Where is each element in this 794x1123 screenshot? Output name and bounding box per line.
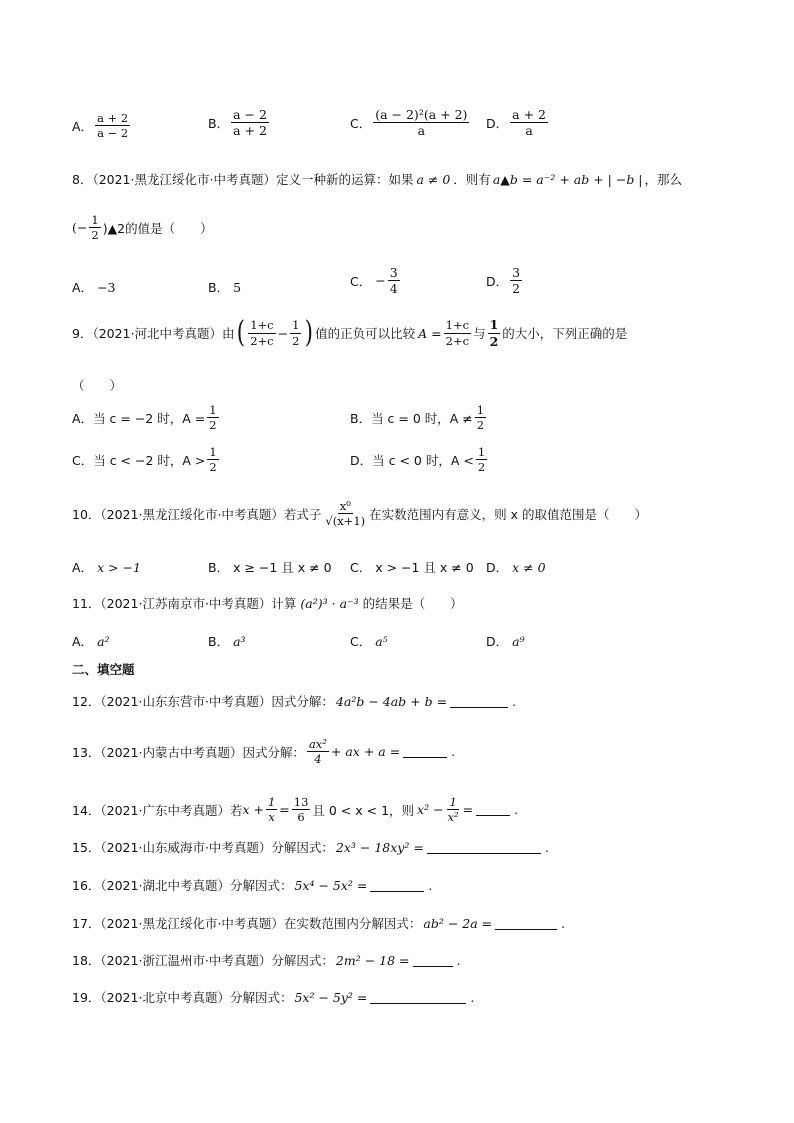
period: .	[451, 744, 456, 760]
fraction	[444, 319, 471, 346]
period: .	[514, 802, 519, 818]
question-expression: 2m² − 18 =	[335, 952, 410, 968]
option-letter: B．	[208, 280, 230, 295]
answer-blank[interactable]	[413, 954, 453, 967]
q7-option-c	[350, 108, 471, 137]
fraction	[290, 319, 301, 346]
q8-formula: a▲b = a⁻² + ab + | −b |	[492, 171, 643, 187]
equals-sign: =	[279, 802, 290, 818]
answer-blank[interactable]	[370, 879, 424, 892]
q9-stem-line2	[72, 376, 122, 394]
question-label: 15．（2021·山东威海市·中考真题）分解因式：	[72, 840, 334, 855]
q11-option-a	[72, 632, 110, 650]
option-letter: C．	[350, 634, 372, 649]
q8-line2-pre: (−	[72, 220, 88, 236]
period: .	[428, 877, 433, 893]
option-text: 当 c = 0 时，A ≠	[371, 410, 473, 426]
option-text: 当 c < 0 时，A <	[372, 452, 474, 468]
numerator: 1	[477, 445, 486, 459]
denominator: 2	[476, 418, 485, 433]
denominator: 4	[389, 281, 398, 297]
q12-line	[72, 692, 516, 710]
left-paren: (	[236, 315, 245, 350]
q9-option-c	[72, 446, 221, 473]
q7-option-d	[486, 108, 550, 137]
period: .	[561, 915, 566, 931]
answer-paren: （ ）	[72, 378, 123, 393]
question-label: 14．（2021·广东中考真题）若	[72, 802, 243, 818]
denominator: 2	[91, 228, 99, 243]
q11-expression: (a²)³ · a⁻³	[300, 595, 359, 611]
option-letter: B．	[208, 560, 230, 575]
fraction	[266, 796, 277, 823]
q13-line	[72, 738, 455, 765]
fraction	[95, 112, 130, 139]
denominator: 2+c	[445, 333, 470, 348]
numerator: 1	[449, 795, 457, 809]
q8-option-c	[350, 266, 402, 295]
option-letter: D．	[486, 560, 509, 575]
numerator: a − 2	[233, 107, 267, 122]
right-paren: )	[305, 315, 314, 350]
option-value: a³	[233, 633, 246, 649]
question-label: 19．（2021·北京中考真题）分解因式：	[72, 990, 293, 1005]
numerator: a + 2	[512, 107, 546, 122]
period: .	[470, 989, 475, 1005]
denominator: 2	[512, 281, 521, 297]
question-label: 16．（2021·湖北中考真题）分解因式：	[72, 878, 293, 893]
q8-line2-post: )▲2的值是（ ）	[102, 220, 213, 236]
question-label: 13．（2021·内蒙古中考真题）因式分解：	[72, 744, 305, 760]
question-label: 18．（2021·浙江温州市·中考真题）分解因式：	[72, 953, 334, 968]
numerator: 3	[389, 265, 398, 280]
fraction	[323, 500, 367, 527]
denominator: 2	[209, 418, 217, 433]
option-value: x > −1 且 x ≠ 0	[375, 560, 474, 575]
q9-a-equals: A =	[418, 325, 442, 341]
denominator: 2	[477, 460, 486, 475]
option-letter: D．	[486, 115, 509, 131]
denominator: a	[525, 123, 533, 139]
question-expression: + ax + a =	[330, 744, 401, 760]
equals-sign: =	[462, 802, 474, 818]
q9-option-a	[72, 404, 221, 431]
numerator: 1+c	[445, 318, 470, 333]
section-heading: 二、填空题	[72, 662, 135, 677]
question-expression: 4a²b − 4ab + b =	[335, 693, 448, 709]
fraction	[307, 738, 329, 765]
q9-option-d	[350, 446, 489, 473]
fraction	[510, 108, 548, 137]
q8-option-b	[208, 278, 241, 296]
answer-blank[interactable]	[476, 803, 510, 816]
question-label: 12．（2021·山东东营市·中考真题）因式分解：	[72, 694, 334, 709]
period: .	[512, 693, 517, 709]
fraction	[231, 108, 269, 137]
option-letter: A．	[72, 118, 94, 134]
fraction	[207, 446, 218, 473]
fraction	[207, 404, 218, 431]
numerator: 3	[512, 265, 521, 280]
q11-option-d	[486, 632, 525, 650]
q8-mid: ．则有	[453, 172, 491, 187]
period: .	[456, 952, 461, 968]
fraction	[373, 108, 469, 137]
denominator: √(x+1)	[325, 514, 366, 529]
fraction	[388, 266, 400, 295]
answer-blank[interactable]	[370, 991, 466, 1004]
numerator: 1	[489, 317, 499, 333]
q9-option-b	[350, 404, 488, 431]
q9-stem	[72, 315, 628, 350]
q8-stem	[72, 170, 682, 188]
answer-blank[interactable]	[450, 695, 508, 708]
q19-line	[72, 988, 474, 1006]
question-expression: x +	[242, 802, 264, 818]
q15-line	[72, 838, 549, 856]
q9-mid: 值的正负可以比较	[315, 326, 416, 341]
option-letter: A．	[72, 634, 94, 649]
denominator: 2	[209, 460, 217, 475]
q16-line	[72, 876, 432, 894]
option-letter: D．	[486, 634, 509, 649]
q10-option-d	[486, 558, 546, 576]
numerator: 1	[292, 318, 300, 333]
q7-option-a	[72, 112, 132, 139]
question-expression: 5x² − 5y² =	[294, 989, 368, 1005]
numerator: 13	[293, 795, 309, 809]
numerator: 1	[476, 403, 485, 417]
q11-stem	[72, 594, 463, 612]
fraction	[488, 318, 501, 347]
q10-suffix: 在实数范围内有意义，则 x 的取值范围是（ ）	[369, 506, 648, 522]
question-expression: x² −	[417, 802, 444, 818]
option-letter: C．	[72, 452, 94, 468]
option-letter: A．	[72, 560, 94, 575]
fraction	[446, 796, 461, 823]
denominator: 2	[292, 333, 300, 348]
q9-and: 与	[473, 326, 486, 341]
q8-suffix: ，那么	[644, 172, 683, 187]
q17-line	[72, 914, 565, 932]
option-text: 当 c < −2 时，A >	[93, 452, 206, 468]
option-letter: C．	[350, 273, 372, 289]
denominator: a + 2	[233, 123, 267, 139]
period: .	[544, 839, 549, 855]
q8-option-d	[486, 266, 524, 295]
q8-stem-line2	[72, 214, 213, 241]
option-value: x ≠ 0	[512, 559, 546, 575]
denominator: 2+c	[250, 333, 274, 348]
denominator: 4	[314, 752, 322, 767]
fraction	[475, 404, 486, 431]
numerator: (a − 2)²(a + 2)	[375, 107, 468, 122]
q10-option-a	[72, 558, 141, 576]
option-text: 当 c = −2 时，A =	[93, 410, 206, 426]
denominator: a	[417, 123, 426, 139]
option-letter: B．	[208, 115, 230, 131]
q10-stem	[72, 500, 647, 527]
denominator: 2	[489, 333, 499, 349]
option-value: a²	[97, 633, 110, 649]
fraction	[292, 796, 311, 823]
denominator: x²	[447, 810, 459, 825]
q11-option-c	[350, 632, 388, 650]
option-value: −3	[97, 279, 116, 295]
answer-blank[interactable]	[427, 841, 541, 854]
numerator: ax²	[308, 737, 327, 751]
numerator: 1+c	[250, 318, 274, 333]
option-letter: C．	[350, 115, 372, 131]
option-letter: A．	[72, 410, 94, 426]
denominator: 6	[297, 810, 305, 825]
q14-line	[72, 796, 518, 823]
fraction	[476, 446, 487, 473]
q8-condition: a ≠ 0	[416, 171, 451, 187]
q11-suffix: 的结果是（ ）	[362, 596, 463, 611]
numerator: 1	[267, 795, 276, 809]
option-value: x ≥ −1 且 x ≠ 0	[233, 560, 332, 575]
q11-prefix: 11．（2021·江苏南京市·中考真题）计算	[72, 596, 297, 611]
q18-line	[72, 951, 461, 969]
option-letter: C．	[350, 560, 372, 575]
q10-option-c	[350, 558, 474, 576]
option-letter: D．	[350, 452, 373, 468]
q11-option-b	[208, 632, 246, 650]
q9-prefix: 9．（2021·河北中考真题）由	[72, 326, 235, 341]
numerator: 1	[209, 403, 217, 417]
option-letter: B．	[208, 634, 230, 649]
option-letter: A．	[72, 280, 94, 295]
option-sign: −	[375, 273, 386, 289]
q10-prefix: 10．（2021·黑龙江绥化市·中考真题）若式子	[72, 506, 322, 522]
option-value: a⁵	[375, 633, 388, 649]
fraction	[89, 214, 100, 241]
question-expression: ab² − 2a =	[423, 915, 493, 931]
numerator: 1	[91, 213, 99, 227]
option-letter: D．	[486, 273, 509, 289]
minus-sign: −	[277, 325, 289, 341]
numerator: x⁰	[339, 499, 351, 513]
numerator: 1	[209, 445, 217, 459]
question-expression: 5x⁴ − 5x² =	[294, 877, 368, 893]
q10-option-b	[208, 558, 332, 576]
question-label: 17．（2021·黑龙江绥化市·中考真题）在实数范围内分解因式：	[72, 916, 422, 931]
q7-option-b	[208, 108, 271, 137]
answer-blank[interactable]	[403, 745, 447, 758]
question-expression: 2x³ − 18xy² =	[335, 839, 424, 855]
option-value: a⁹	[512, 633, 525, 649]
q8-prefix: 8．（2021·黑龙江绥化市·中考真题）定义一种新的运算：如果	[72, 172, 414, 187]
answer-blank[interactable]	[495, 917, 557, 930]
q8-option-a	[72, 278, 116, 296]
q9-suffix: 的大小，下列正确的是	[502, 326, 628, 341]
fraction	[248, 319, 275, 346]
option-value: 5	[233, 279, 242, 295]
denominator: x	[268, 810, 275, 825]
option-letter: B．	[350, 410, 372, 426]
denominator: a − 2	[97, 126, 129, 141]
question-condition: 且 0 < x < 1，则	[312, 802, 415, 818]
fraction	[510, 266, 522, 295]
option-value: x > −1	[97, 559, 141, 575]
numerator: a + 2	[97, 111, 129, 125]
